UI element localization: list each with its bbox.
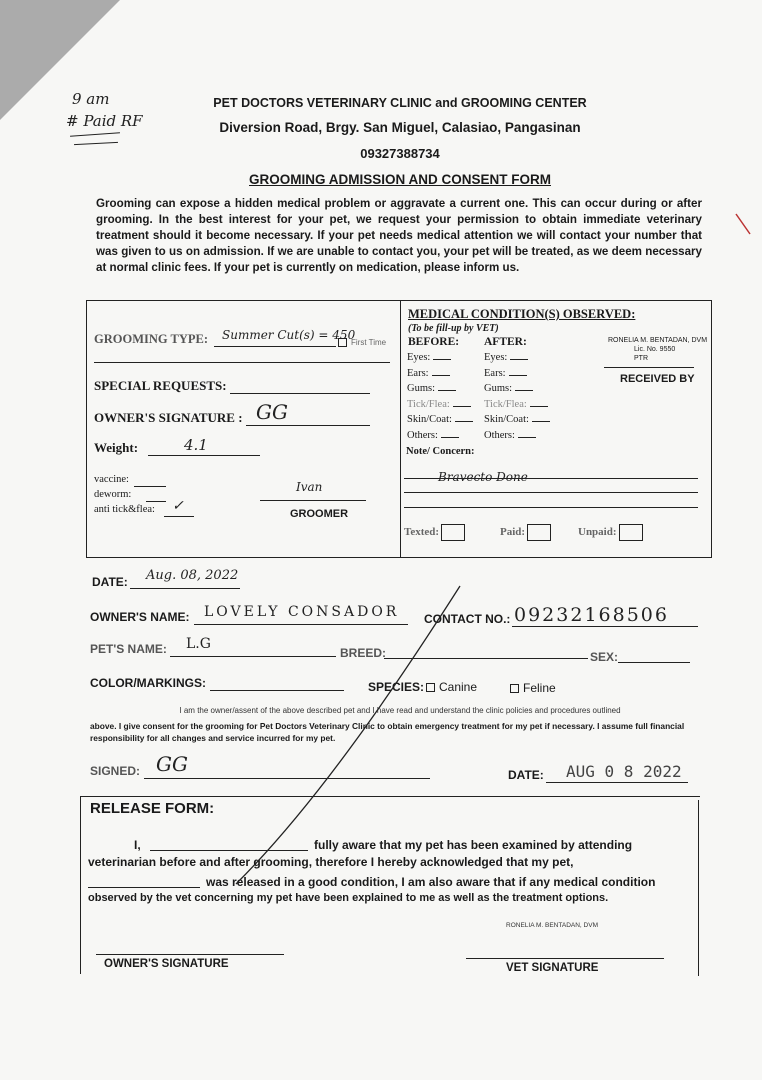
clinic-address: Diversion Road, Brgy. San Miguel, Calasiao, Pangasinan	[219, 120, 581, 135]
before-condition-label: Others:	[407, 429, 438, 441]
release-line1-prefix: I,	[134, 838, 141, 852]
owner-name-label: OWNER'S NAME:	[90, 610, 190, 624]
owner-signature-label: OWNER'S SIGNATURE :	[94, 410, 243, 425]
owner-signature-value: GG	[256, 400, 288, 424]
pet-name-label: PET'S NAME:	[90, 642, 167, 656]
contact-value: 09232168506	[514, 604, 669, 626]
special-requests-label: SPECIAL REQUESTS:	[94, 378, 227, 393]
vet-stamp-name: RONELIA M. BENTADAN, DVM	[608, 337, 708, 344]
before-condition-label: Gums:	[407, 383, 436, 394]
vet-stamp-ptr: PTR	[634, 355, 648, 362]
release-title: RELEASE FORM:	[90, 800, 215, 817]
date-value: Aug. 08, 2022	[146, 568, 239, 583]
sex-label: SEX:	[590, 650, 619, 664]
paid-label: Paid:	[500, 526, 526, 539]
signed-value: GG	[156, 752, 188, 776]
release-line1: fully aware that my pet has been examined by attending	[314, 838, 633, 852]
groomer-label: GROOMER	[290, 508, 349, 520]
grooming-type-value: Summer Cut(s) = 450	[222, 328, 356, 342]
antitick-label: anti tick&flea:	[94, 504, 155, 515]
weight-value: 4.1	[184, 436, 208, 454]
pet-name-value: L.G	[186, 636, 211, 652]
groomer-name: Ivan	[296, 480, 323, 494]
release-line3: was released in a good condition, I am also aware that if any medical condition	[206, 875, 656, 889]
unpaid-label: Unpaid:	[578, 526, 617, 539]
owner-signature-caption: OWNER'S SIGNATURE	[104, 958, 229, 970]
deworm-label: deworm:	[94, 489, 132, 500]
received-by-label: RECEIVED BY	[620, 373, 695, 385]
red-pen-mark	[736, 214, 750, 234]
vaccine-label: vaccine:	[94, 474, 129, 485]
breed-label: BREED:	[340, 646, 387, 660]
before-condition-label: Skin/Coat:	[407, 414, 452, 425]
texted-label: Texted:	[404, 526, 440, 539]
medical-subtitle: (To be fill-up by VET)	[408, 323, 499, 334]
feline-label: Feline	[523, 681, 556, 695]
color-label: COLOR/MARKINGS:	[90, 676, 206, 690]
owner-name-value: LOVELY CONSADOR	[204, 604, 400, 620]
consent-text-2: above. I give consent for the grooming for Pet Doctors Veterinary Clinic to obtain emergency treatment for my pet if necessary. I assume full financial responsibility for all changes and service incurred for my pet.	[90, 721, 685, 743]
release-line4: observed by the vet concerning my pet have been explained to me as well as the treatment options.	[88, 892, 609, 904]
antitick-value: ✓	[172, 498, 184, 514]
canine-label: Canine	[439, 680, 478, 694]
clinic-phone: 09327388734	[360, 146, 440, 161]
signed-date-label: DATE:	[508, 768, 544, 782]
before-condition-label: Ears:	[407, 367, 429, 379]
vet-signature-caption: VET SIGNATURE	[506, 962, 599, 974]
after-condition-label: Tick/Flea:	[484, 398, 527, 410]
margin-note-time: 9 am	[72, 90, 110, 108]
intro-paragraph: Grooming can expose a hidden medical problem or aggravate a current one. This can occur during or after grooming. In the best interest for your pet, we request your permission to obtain immediate veterinary treatment should it become necessary. If your pet needs medical attention we will contact your number that was given to us on admission. If we are unable to contact you, your pet will be treated, as we deem necessary at normal clinic fees. If your pet is currently on medication, please inform us.	[96, 197, 702, 274]
note-value: Bravecto Done	[438, 470, 528, 484]
margin-note-paid: # Paid RF	[66, 112, 143, 130]
consent-text-1: I am the owner/assent of the above described pet and I have read and understand the clinic policies and procedures outlined	[179, 706, 621, 715]
note-label: Note/ Concern:	[406, 446, 475, 457]
vet-stamp-lic: Lic. No. 9550	[634, 346, 676, 353]
clinic-name: PET DOCTORS VETERINARY CLINIC and GROOMING CENTER	[213, 96, 587, 110]
first-time-label: First Time	[351, 338, 387, 347]
contact-label: CONTACT NO.:	[424, 612, 511, 626]
release-vet-stamp: RONELIA M. BENTADAN, DVM	[506, 922, 598, 929]
after-condition-label: Skin/Coat:	[484, 414, 529, 425]
form-title: GROOMING ADMISSION AND CONSENT FORM	[249, 172, 551, 187]
before-condition-label: Tick/Flea:	[407, 398, 450, 410]
after-condition-label: Others:	[484, 429, 515, 441]
signed-date-stamp: AUG 0 8 2022	[566, 762, 682, 781]
after-label: AFTER:	[484, 336, 527, 348]
after-condition-label: Ears:	[484, 367, 506, 379]
date-label: DATE:	[92, 575, 128, 589]
before-condition-label: Eyes:	[407, 352, 431, 363]
species-label: SPECIES:	[368, 680, 425, 694]
after-condition-label: Gums:	[484, 383, 513, 394]
pen-stroke-line	[236, 586, 460, 884]
grooming-type-label: GROOMING TYPE:	[94, 332, 209, 346]
weight-label: Weight:	[94, 440, 139, 455]
signed-label: SIGNED:	[90, 764, 141, 778]
medical-title: MEDICAL CONDITION(S) OBSERVED:	[408, 307, 636, 321]
after-condition-label: Eyes:	[484, 352, 508, 363]
release-line2: veterinarian before and after grooming, therefore I hereby acknowledged that my pet,	[88, 855, 574, 869]
before-label: BEFORE:	[408, 336, 460, 348]
